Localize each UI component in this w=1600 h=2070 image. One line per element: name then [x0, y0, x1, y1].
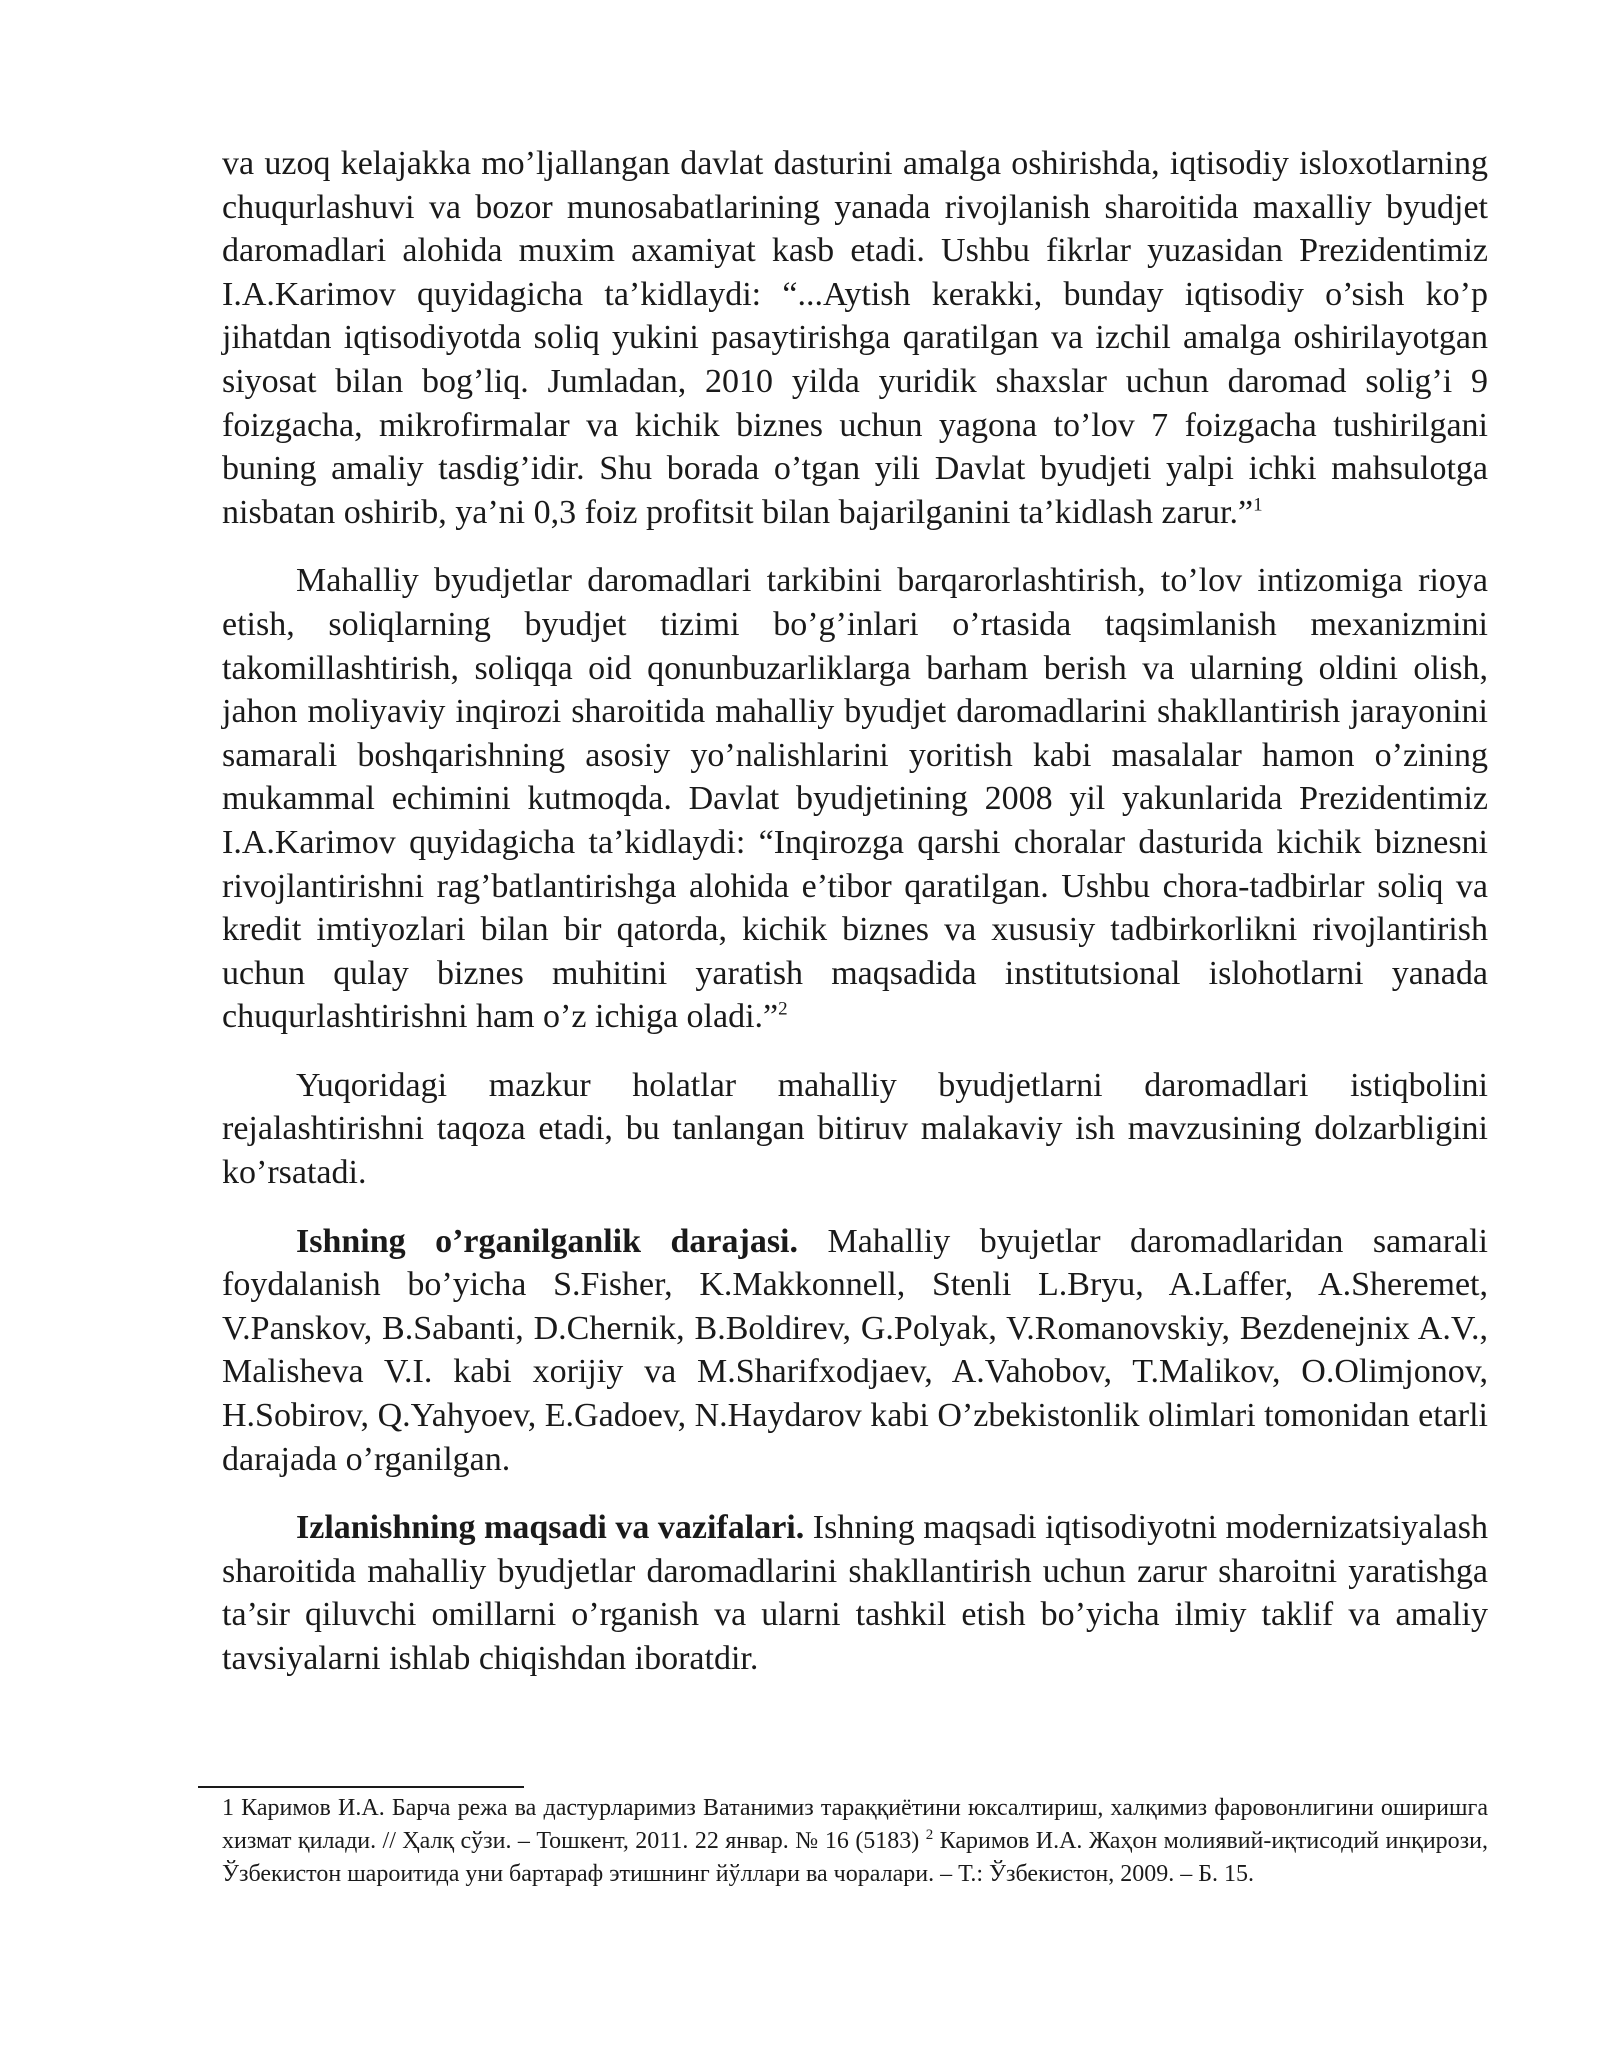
paragraph-2-text: Mahalliy byudjetlar daromadlari tarkibini barqarorlashtirish, to’lov intizomiga rioya etish, soliqlarning byudjet tizimi bo’g’inlari o’rtasida taqsimlanish mexanizmini takomillashtirish, soliqqa oid qonunbuzarliklarga barham berish va ularning oldini olish, jahon moliyaviy inqirozi sharoitida mahalliy byudjet daromadlarini shakllantirish jarayonini samarali boshqarishning asosiy yo’nalishlarini yoritish kabi masalalar hamon o’zining mukammal echimini kutmoqda. Davlat byudjetining 2008 yil yakunlarida Prezidentimiz I.A.Karimov quyidagicha ta’kidlaydi: “Inqirozga qarshi choralar dasturida kichik biznesni rivojlantirishni rag’batlantirishga alohida e’tibor qaratilgan. Ushbu chora-tadbirlar soliq va kredit imtiyozlari bilan bir qatorda, kichik biznes va xususiy tadbirkorlikni rivojlantirish uchun qulay biznes muhitini yaratish maqsadida institutsional islohotlarni yanada chuqurlashtirishni ham o’z ichiga oladi.” [222, 562, 1488, 1036]
document-body [222, 142, 1488, 1706]
paragraph-4-text: Mahalliy byujetlar daromadlaridan samarali foydalanish bo’yicha S.Fisher, K.Makkonnell, Stenli L.Bryu, A.Laffer, A.Sheremet, V.Panskov, B.Sabanti, D.Chernik, B.Boldirev, G.Polyak, V.Romanovskiy, Bezdenejnix A.V., Malisheva V.I. kabi xorijiy va M.Sharifxodjaev, A.Vahobov, T.Malikov, O.Olimjonov, H.Sobirov, Q.Yahyoev, E.Gadoev, N.Haydarov kabi O’zbekistonlik olimlari tomonidan etarli darajada o’rganilgan. [222, 1222, 1489, 1478]
paragraph-1-text: va uzoq kelajakka mo’ljallangan davlat dasturini amalga oshirishda, iqtisodiy isloxotlarning chuqurlashuvi va bozor munosabatlarining yanada rivojlanish sharoitida maxalliy byudjet daromadlari alohida muxim axamiyat kasb etadi. Ushbu fikrlar yuzasidan Prezidentimiz I.A.Karimov quyidagicha ta’kidlaydi: “...Aytish kerakki, bunday iqtisodiy o’sish ko’p jihatdan iqtisodiyotda soliq yukini pasaytirishga qaratilgan va izchil amalga oshirilayotgan siyosat bilan bog’liq. Jumladan, 2010 yilda yuridik shaxslar uchun daromad solig’i 9 foizgacha, mikrofirmalar va kichik biznes uchun yagona to’lov 7 foizgacha tushirilgani buning amaliy tasdig’idir. Shu borada o’tgan yili Davlat byudjeti yalpi ichki mahsulotga nisbatan oshirib, ya’ni 0,3 foiz profitsit bilan bajarilganini ta’kidlash zarur.” [222, 145, 1488, 531]
footnote-ref-2[interactable]: 2 [778, 998, 788, 1020]
paragraph-3-text: Yuqoridagi mazkur holatlar mahalliy byudjetlarni daromadlari istiqbolini rejalashtirishni taqoza etadi, bu tanlangan bitiruv malakaviy ish mavzusining dolzarbligini ko’rsatadi. [222, 1066, 1488, 1192]
section-heading-goals: Izlanishning maqsadi va vazifalari. [296, 1509, 805, 1547]
paragraph-1 [222, 142, 1488, 534]
paragraph-2 [222, 559, 1488, 1039]
footnote-separator [198, 1786, 524, 1788]
paragraph-5 [222, 1506, 1488, 1680]
section-heading-study-level: Ishning o’rganilganlik darajasi. [296, 1222, 799, 1260]
footnotes [222, 1792, 1488, 1891]
footnote-1-text: 1 Каримов И.А. Барча режа ва дастурларимиз Ватанимиз тараққиётини юксалтириш, халқимиз фаровонлигини оширишга хизмат қилади. // Ҳалқ сўзи. – Тошкент, 2011. 22 январ. № 16 (5183) [222, 1795, 1488, 1854]
footnote-ref-1[interactable]: 1 [1253, 494, 1263, 516]
footnote-2-mark: 2 [925, 1827, 934, 1843]
paragraph-5-text: Ishning maqsadi iqtisodiyotni modernizatsiyalash sharoitida mahalliy byudjetlar daromadlarini shakllantirish uchun zarur sharoitni yaratishga ta’sir qiluvchi omillarni o’rganish va ularni tashkil etish bo’yicha ilmiy taklif va amaliy tavsiyalarni ishlab chiqishdan iboratdir. [222, 1509, 1488, 1677]
paragraph-3 [222, 1064, 1488, 1195]
footnote-block [222, 1792, 1488, 1891]
footnote-2-text: Каримов И.А. Жаҳон молиявий-иқтисодий инқирози, Ўзбекистон шароитида уни бартараф этишнинг йўллари ва чоралари. – Т.: Ўзбекистон, 2009. – Б. 15. [222, 1828, 1488, 1887]
paragraph-4 [222, 1220, 1488, 1482]
